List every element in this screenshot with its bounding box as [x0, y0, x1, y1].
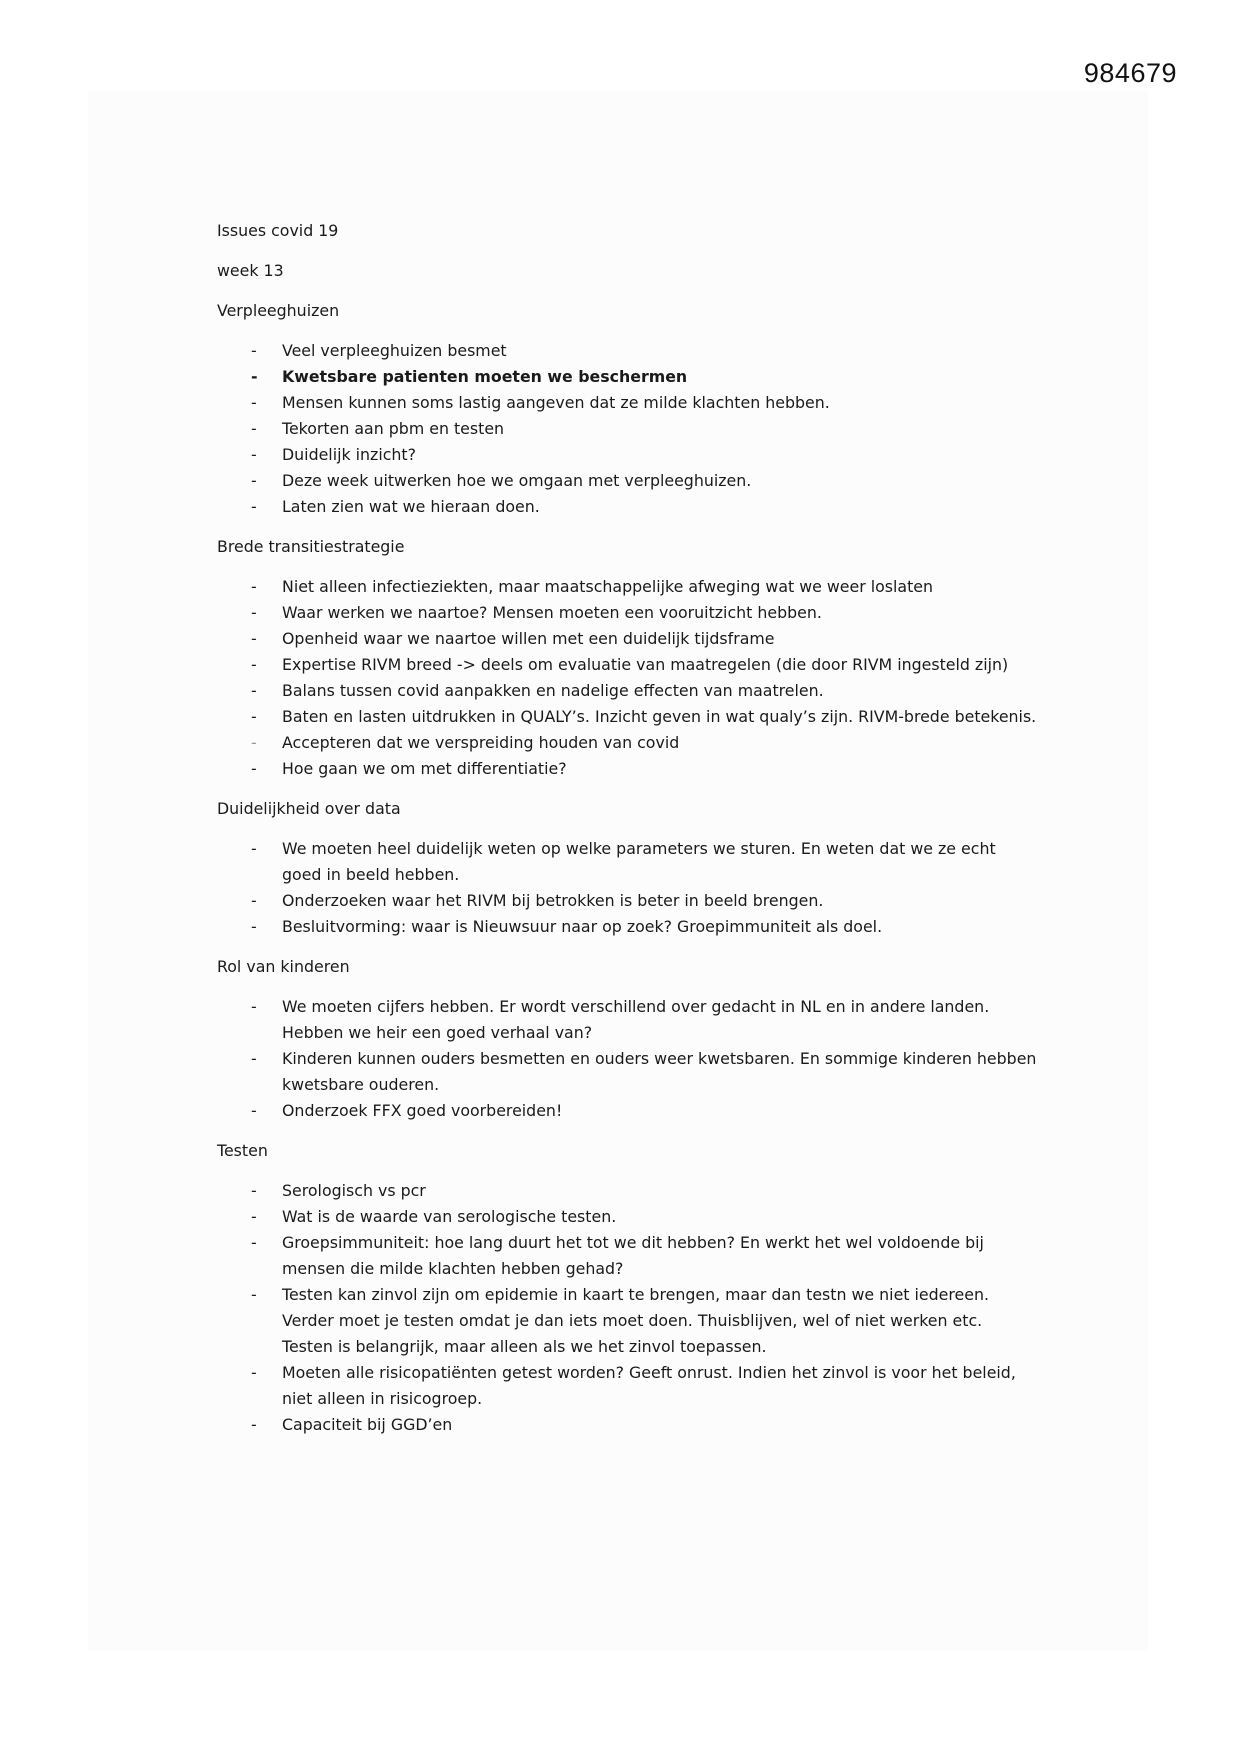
- list-item: - Accepteren dat we verspreiding houden van covid: [217, 730, 1037, 756]
- list-verpleeghuizen: [217, 338, 1037, 520]
- list-item: - Kinderen kunnen ouders besmetten en ouders weer kwetsbaren. En sommige kinderen hebben kwetsbare ouderen.: [217, 1046, 1037, 1098]
- list-testen: [217, 1178, 1037, 1438]
- list-item: - Serologisch vs pcr: [217, 1178, 1037, 1204]
- document-body: [217, 218, 1037, 1452]
- list-item: - Baten en lasten uitdrukken in QUALY’s. Inzicht geven in wat qualy’s zijn. RIVM-brede betekenis.: [217, 704, 1037, 730]
- list-item: - Openheid waar we naartoe willen met een duidelijk tijdsframe: [217, 626, 1037, 652]
- list-item: - Expertise RIVM breed -> deels om evaluatie van maatregelen (die door RIVM ingesteld zijn): [217, 652, 1037, 678]
- list-item: - Besluitvorming: waar is Nieuwsuur naar op zoek? Groepimmuniteit als doel.: [217, 914, 1037, 940]
- section-heading-transitie: Brede transitiestrategie: [217, 537, 405, 556]
- list-item: - Capaciteit bij GGD’en: [217, 1412, 1037, 1438]
- document-title: Issues covid 19: [217, 221, 339, 240]
- list-item: - Duidelijk inzicht?: [217, 442, 1037, 468]
- list-transitie: [217, 574, 1037, 782]
- section-heading-testen: Testen: [217, 1141, 268, 1160]
- list-item: - Hoe gaan we om met differentiatie?: [217, 756, 1037, 782]
- week-label: week 13: [217, 261, 284, 280]
- list-item: - We moeten cijfers hebben. Er wordt verschillend over gedacht in NL en in andere landen. Hebben we heir een goed verhaal van?: [217, 994, 1037, 1046]
- list-item: - Onderzoek FFX goed voorbereiden!: [217, 1098, 1037, 1124]
- list-item: - Onderzoeken waar het RIVM bij betrokken is beter in beeld brengen.: [217, 888, 1037, 914]
- list-item: - Mensen kunnen soms lastig aangeven dat ze milde klachten hebben.: [217, 390, 1037, 416]
- list-item: - Moeten alle risicopatiënten getest worden? Geeft onrust. Indien het zinvol is voor het beleid, niet alleen in risicogroep.: [217, 1360, 1037, 1412]
- list-item: - Waar werken we naartoe? Mensen moeten een vooruitzicht hebben.: [217, 600, 1037, 626]
- document-number: 984679: [1083, 58, 1177, 88]
- section-heading-kinderen: Rol van kinderen: [217, 957, 350, 976]
- section-heading-verpleeghuizen: Verpleeghuizen: [217, 301, 340, 320]
- list-item: - Tekorten aan pbm en testen: [217, 416, 1037, 442]
- list-data: [217, 836, 1037, 940]
- list-kinderen: [217, 994, 1037, 1124]
- list-item: - Wat is de waarde van serologische testen.: [217, 1204, 1037, 1230]
- list-item: - Veel verpleeghuizen besmet: [217, 338, 1037, 364]
- list-item: - Groepsimmuniteit: hoe lang duurt het tot we dit hebben? En werkt het wel voldoende bij mensen die milde klachten hebben gehad?: [217, 1230, 1037, 1282]
- list-item: - Niet alleen infectieziekten, maar maatschappelijke afweging wat we weer loslaten: [217, 574, 1037, 600]
- list-item: - Deze week uitwerken hoe we omgaan met verpleeghuizen.: [217, 468, 1037, 494]
- list-item: - Testen kan zinvol zijn om epidemie in kaart te brengen, maar dan testn we niet iedereen. Verder moet je testen omdat je dan iets moet doen. Thuisblijven, wel of niet werken etc. Testen is belangrijk, maar alleen als we het zinvol toepassen.: [217, 1282, 1037, 1360]
- list-item: - Laten zien wat we hieraan doen.: [217, 494, 1037, 520]
- section-heading-data: Duidelijkheid over data: [217, 799, 401, 818]
- list-item: - We moeten heel duidelijk weten op welke parameters we sturen. En weten dat we ze echt goed in beeld hebben.: [217, 836, 1037, 888]
- list-item: - Balans tussen covid aanpakken en nadelige effecten van maatrelen.: [217, 678, 1037, 704]
- list-item-emphasis: - Kwetsbare patienten moeten we beschermen: [217, 364, 1037, 390]
